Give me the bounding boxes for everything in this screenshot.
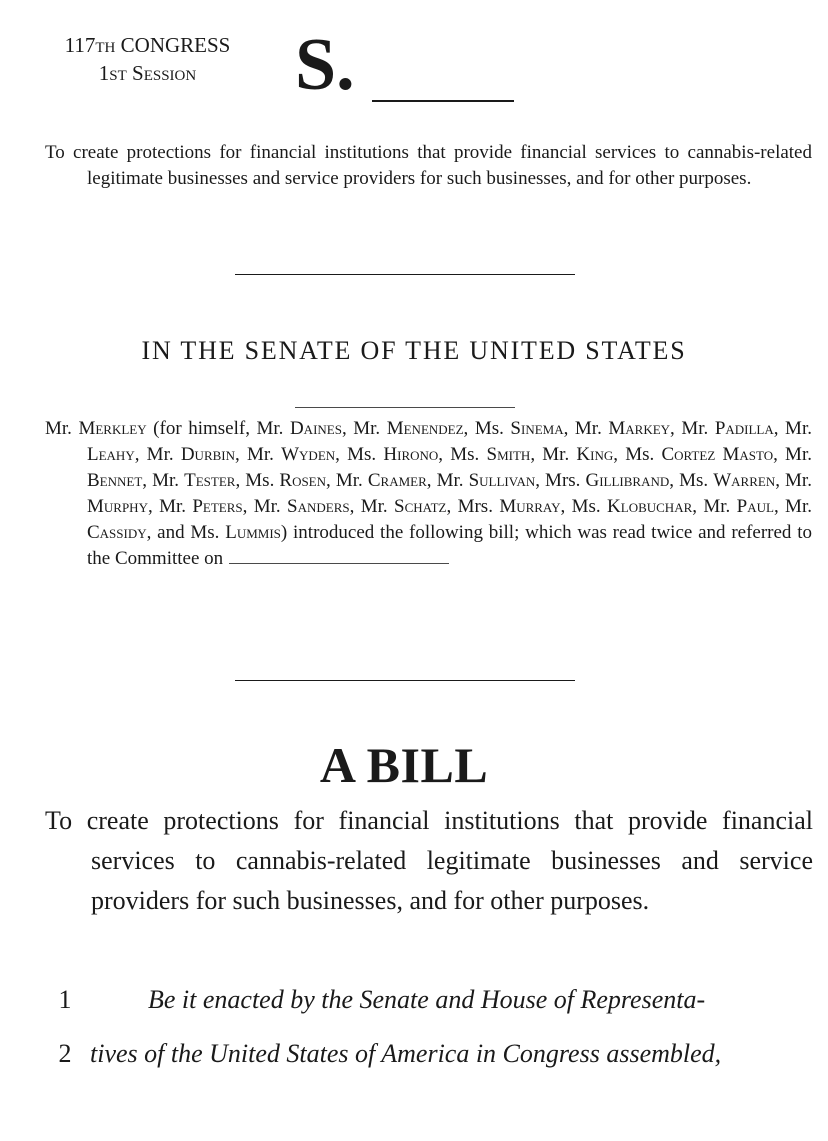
sponsors-text — [45, 418, 812, 569]
sponsor-connector-text: , Mr. — [134, 444, 181, 466]
sponsor-connector-text: ) introduced the following bill; which was read twice and referred to the Committee on — [87, 522, 812, 570]
line-number: 2 — [58, 1039, 72, 1068]
sponsor-name: Tester — [184, 470, 236, 492]
enacting-clause-line: Be it enacted by the Senate and House of Representa- — [148, 985, 706, 1014]
sponsor-name: Merkley — [78, 418, 147, 439]
sponsor-name: Menendez — [386, 418, 464, 439]
sponsor-name: Padilla — [714, 418, 774, 439]
sponsor-name: Sanders — [287, 496, 350, 518]
session-line — [45, 61, 250, 89]
session-word: Session — [132, 61, 197, 85]
session-number: 1 — [98, 61, 110, 85]
congress-line — [45, 33, 250, 61]
congress-number: 117 — [64, 33, 96, 57]
congress-word: CONGRESS — [120, 33, 231, 57]
sponsor-name: Bennet — [87, 470, 143, 492]
sponsor-connector-text: , Ms. — [438, 444, 487, 466]
sponsor-name: Lummis — [225, 522, 281, 544]
sponsor-connector-text: , Ms. — [560, 496, 608, 518]
sponsor-connector-text: , Mr. — [349, 496, 395, 518]
sponsor-name: Cramer — [367, 470, 427, 492]
bill-prefix: S. — [295, 24, 355, 106]
sponsor-connector-text: , Mr. — [773, 496, 812, 518]
sponsor-name: Hirono — [383, 444, 439, 466]
sponsor-connector-text: , Mr. — [775, 470, 812, 492]
session-suffix: ST — [109, 68, 127, 84]
sponsor-name: Daines — [289, 418, 342, 439]
sponsor-connector-text: , Mrs. — [446, 496, 500, 518]
short-divider-rule — [295, 407, 515, 408]
sponsor-connector-text: , Mr. — [773, 444, 812, 466]
purpose-short: To create protections for financial institutions that provide financial services to cannabis-related legitimate businesses and service providers for such businesses, and for other purposes. — [45, 142, 812, 189]
bill-number-blank-line — [372, 100, 514, 102]
sponsor-connector-text: , Mr. — [242, 496, 288, 518]
sponsor-connector-text: , Mr. — [563, 418, 609, 439]
sponsor-connector-text: , Mr. — [341, 418, 387, 439]
sponsor-name: Rosen — [279, 470, 327, 492]
sponsor-name: Klobuchar — [607, 496, 693, 518]
sponsor-connector-text: , Mr. — [142, 470, 185, 492]
sponsors-paragraph — [45, 416, 812, 573]
sponsor-connector-text: , Mr. — [147, 496, 193, 518]
committee-blank-line — [229, 562, 449, 564]
sponsor-name: Murphy — [87, 496, 148, 518]
purpose-long: To create protections for financial institutions that provide financial services to cannabis-related legitimate businesses and service providers for such businesses, and for other purposes. — [45, 806, 813, 915]
sponsor-connector-text: , Ms. — [463, 418, 511, 439]
congress-session-header — [45, 33, 250, 89]
divider-rule — [235, 274, 575, 275]
sponsor-name: Smith — [486, 444, 531, 466]
sponsor-name: Schatz — [394, 496, 447, 518]
sponsor-connector-text: , Mr. — [426, 470, 469, 492]
congress-suffix: TH — [95, 40, 116, 56]
sponsor-connector-text: (for himself, Mr. — [146, 418, 290, 439]
sponsor-connector-text: , Ms. — [669, 470, 714, 492]
sponsor-connector-text: , Ms. — [335, 444, 384, 466]
sponsor-connector-text: , Mr. — [326, 470, 368, 492]
sponsor-name: Peters — [192, 496, 243, 518]
sponsor-connector-text: Mr. — [45, 418, 79, 439]
sponsor-name: Warren — [713, 470, 776, 492]
sponsor-connector-text: , and Ms. — [146, 522, 226, 544]
sponsor-name: Durbin — [180, 444, 235, 466]
sponsor-connector-text: , Ms. — [235, 470, 280, 492]
sponsor-connector-text: , Mr. — [530, 444, 577, 466]
sponsor-name: Murray — [499, 496, 561, 518]
sponsor-name: Markey — [608, 418, 671, 439]
sponsor-connector-text: , Mrs. — [535, 470, 586, 492]
sponsor-name: Sinema — [510, 418, 564, 439]
chamber-heading: IN THE SENATE OF THE UNITED STATES — [141, 336, 687, 365]
sponsor-name: Paul — [736, 496, 774, 518]
sponsor-name: Leahy — [87, 444, 135, 466]
sponsor-name: Gillibrand — [585, 470, 670, 492]
divider-rule — [235, 680, 575, 681]
sponsor-connector-text: , Mr. — [773, 418, 812, 439]
sponsor-name: King — [576, 444, 614, 466]
line-number: 1 — [58, 985, 72, 1014]
sponsor-name: Cortez Masto — [661, 444, 774, 466]
sponsor-connector-text: , Mr. — [235, 444, 282, 466]
sponsor-connector-text: , Ms. — [613, 444, 662, 466]
sponsor-name: Cassidy — [87, 522, 147, 544]
sponsor-name: Wyden — [281, 444, 336, 466]
sponsor-name: Sullivan — [468, 470, 536, 492]
enacting-clause-line: tives of the United States of America in Congress assembled, — [90, 1039, 722, 1068]
sponsor-connector-text: , Mr. — [692, 496, 737, 518]
bill-title: A BILL — [319, 737, 489, 793]
sponsor-connector-text: , Mr. — [670, 418, 715, 439]
